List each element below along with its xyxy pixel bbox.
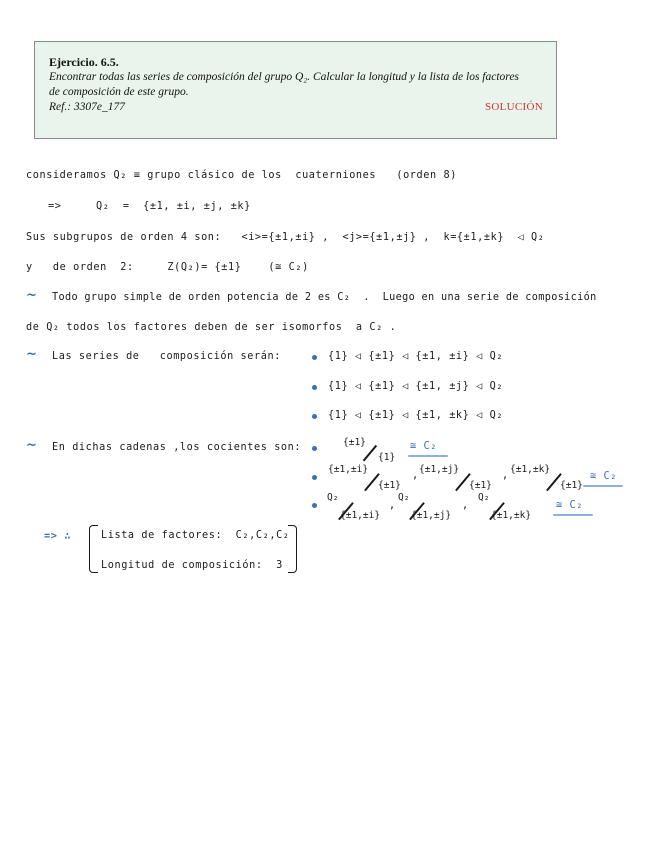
left-bracket xyxy=(89,525,98,573)
tilde-bullet-icon: ~ xyxy=(26,438,37,453)
note-line-7: Las series de composición serán: xyxy=(52,351,281,362)
quotient-2c-den: {±1} xyxy=(560,480,583,491)
bullet-dot-icon xyxy=(312,414,317,419)
note-line-6: de Q₂ todos los factores deben de ser isomorfos a C₂ . xyxy=(26,322,397,333)
quotient-2b-num: {±1,±j} xyxy=(419,464,460,475)
exercise-ref-text: Ref.: 3307e_177 xyxy=(49,101,126,113)
iso-underline xyxy=(553,514,593,516)
bullet-dot-icon xyxy=(312,446,317,451)
iso-underline xyxy=(583,485,623,487)
note-line-2: Q₂ = {±1, ±i, ±j, ±k} xyxy=(96,201,251,212)
bullet-dot-icon xyxy=(312,385,317,390)
exercise-title: Ejercicio. 6.5. xyxy=(49,55,119,69)
note-line-2-arrow: => xyxy=(48,201,62,212)
quotient-1-den: {1} xyxy=(378,452,396,463)
quotient-3c-num: Q₂ xyxy=(478,492,490,503)
quotient-3b-num: Q₂ xyxy=(398,492,410,503)
quotient-1-iso: ≅ C₂ xyxy=(410,441,437,452)
tilde-bullet-icon: ~ xyxy=(26,347,37,362)
composition-length: Longitud de composición: 3 xyxy=(101,560,283,571)
conclusion-arrow: => ∴ xyxy=(44,531,71,542)
quotient-3b-den: {±1,±j} xyxy=(411,510,452,521)
quotient-3a-den: {±1,±i} xyxy=(340,510,381,521)
series-3: {1} ◁ {±1} ◁ {±1, ±k} ◁ Q₂ xyxy=(328,410,504,421)
quotient-3a-num: Q₂ xyxy=(327,492,339,503)
quotient-2-iso: ≅ C₂ xyxy=(590,471,617,482)
exercise-statement-line-2: de composición de este grupo. xyxy=(49,85,189,98)
note-line-3: Sus subgrupos de orden 4 son: <i>={±1,±i} , <j>={±1,±j} , k={±1,±k} ◁ Q₂ xyxy=(26,232,545,243)
exercise-statement-line-1: Encontrar todas las series de composición del grupo Q₂. Calcular la longitud y la lista de los factores xyxy=(49,71,519,83)
exercise-ref xyxy=(49,100,543,115)
quotient-2b-den: {±1} xyxy=(469,480,492,491)
quotient-2a-num: {±1,±i} xyxy=(328,464,369,475)
note-line-8: En dichas cadenas ,los cocientes son: xyxy=(52,442,302,453)
quotient-sep: , xyxy=(389,500,396,511)
quotient-2c-num: {±1,±k} xyxy=(510,464,551,475)
quotient-3-iso: ≅ C₂ xyxy=(556,500,583,511)
quotient-3c-den: {±1,±k} xyxy=(491,510,532,521)
iso-underline xyxy=(408,455,448,457)
bullet-dot-icon xyxy=(312,475,317,480)
quotient-2a-den: {±1} xyxy=(378,480,401,491)
note-line-5: Todo grupo simple de orden potencia de 2 es C₂ . Luego en una serie de composición xyxy=(52,292,597,303)
factors-list: Lista de factores: C₂,C₂,C₂ xyxy=(101,530,290,541)
solution-link[interactable]: SOLUCIÓN xyxy=(484,101,543,113)
bullet-dot-icon xyxy=(312,503,317,508)
bullet-dot-icon xyxy=(312,355,317,360)
note-line-4: y de orden 2: Z(Q₂)= {±1} (≅ C₂) xyxy=(26,262,309,273)
tilde-bullet-icon: ~ xyxy=(26,288,37,303)
quotient-1-num: {±1} xyxy=(343,437,366,448)
exercise-box xyxy=(34,41,557,139)
note-line-1: consideramos Q₂ ≡ grupo clásico de los cuaterniones (orden 8) xyxy=(26,170,457,181)
series-1: {1} ◁ {±1} ◁ {±1, ±i} ◁ Q₂ xyxy=(328,351,504,362)
series-2: {1} ◁ {±1} ◁ {±1, ±j} ◁ Q₂ xyxy=(328,381,504,392)
right-bracket xyxy=(288,525,297,573)
quotient-sep: , xyxy=(412,470,419,481)
quotient-sep: , xyxy=(462,500,469,511)
quotient-sep: , xyxy=(502,470,509,481)
